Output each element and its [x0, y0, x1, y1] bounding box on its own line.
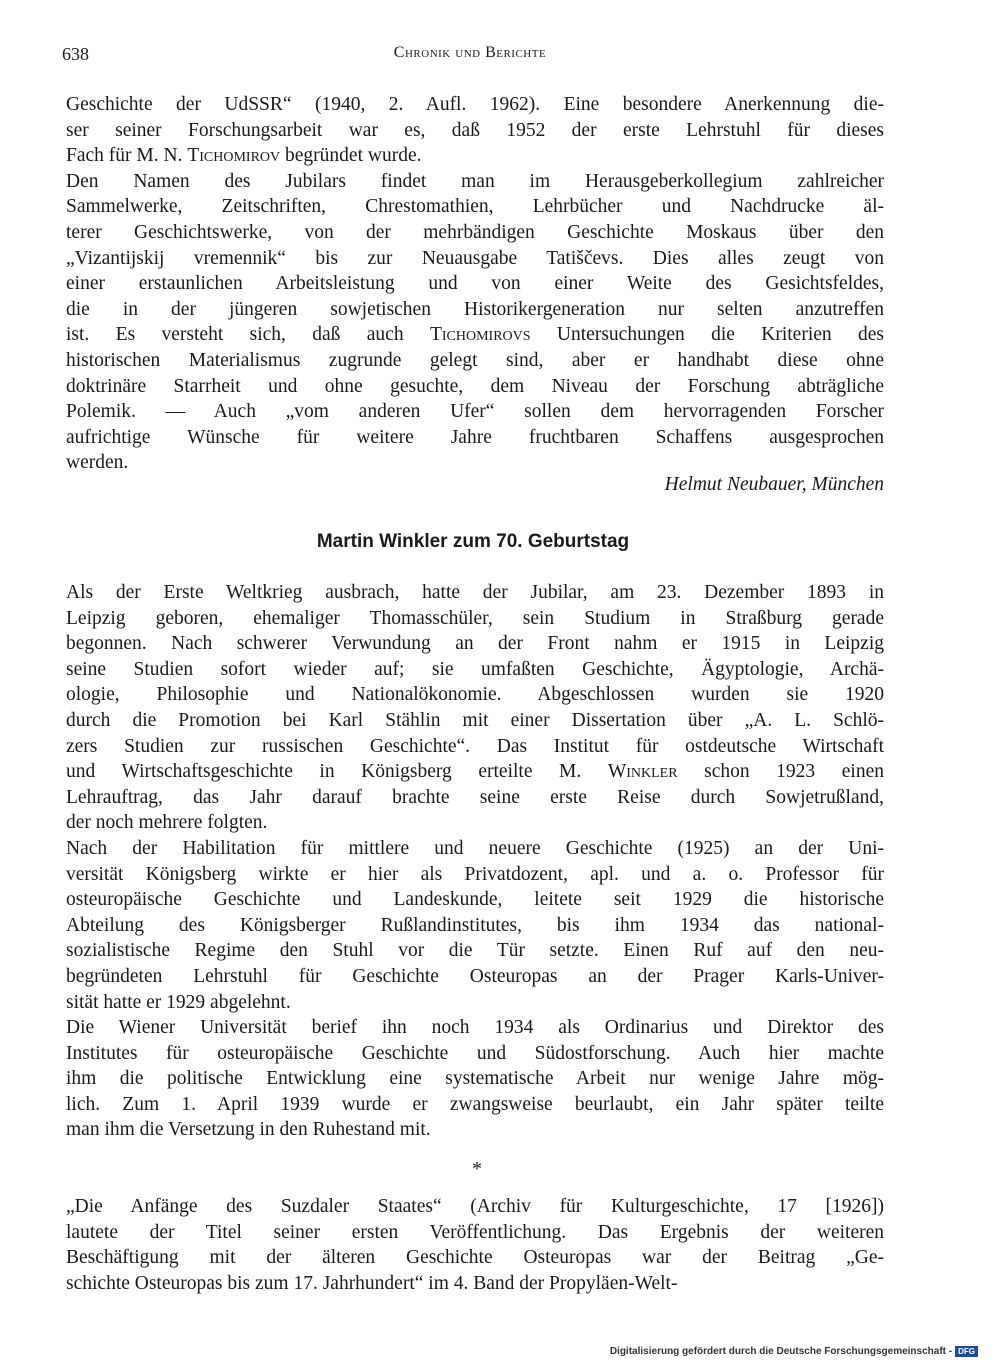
text-line: Die Wiener Universität berief ihn noch 1934 als Ordinarius und Direktor des: [66, 1017, 884, 1039]
paragraph: [66, 92, 884, 169]
page-number: 638: [62, 44, 89, 64]
text-line: begründeten Lehrstuhl für Geschichte Osteuropas an der Prager Karls-Univer-: [66, 965, 884, 987]
text-line: Sammelwerke, Zeitschriften, Chrestomathien, Lehrbücher und Nachdrucke äl-: [66, 196, 884, 218]
text-line: Fach für M. N. Tichomirov begründet wurde.: [66, 145, 422, 167]
running-head: Chronik und Berichte: [393, 44, 547, 61]
text-line: sität hatte er 1929 abgelehnt.: [66, 991, 291, 1013]
text-line: ihm die politische Entwicklung eine systematische Arbeit nur wenige Jahre mög-: [66, 1068, 884, 1090]
author-signature: Helmut Neubauer, München: [664, 474, 884, 495]
text-line: Lehrauftrag, das Jahr darauf brachte seine erste Reise durch Sowjetrußland,: [66, 786, 884, 808]
text-line: terer Geschichtswerke, von der mehrbändigen Geschichte Moskaus über den: [66, 221, 884, 243]
tichomirov-article-text: [66, 92, 884, 476]
text-line: werden.: [66, 452, 129, 474]
text-line: durch die Promotion bei Karl Stählin mit einer Dissertation über „A. L. Schlö-: [66, 709, 884, 731]
text-line: Nach der Habilitation für mittlere und neuere Geschichte (1925) an der Uni-: [66, 837, 884, 859]
text-line: Den Namen des Jubilars findet man im Herausgeberkollegium zahlreicher: [66, 170, 884, 192]
section-separator-asterisk: *: [472, 1158, 482, 1180]
text-line: ologie, Philosophie und Nationalökonomie. Abgeschlossen wurden sie 1920: [66, 684, 884, 706]
text-line: Abteilung des Königsberger Rußlandinstitutes, bis ihm 1934 das national-: [66, 914, 884, 936]
text-line: einer erstaunlichen Arbeitsleistung und von einer Weite des Gesichtsfeldes,: [66, 273, 884, 295]
text-line: „Die Anfänge des Suzdaler Staates“ (Archiv für Kulturgeschichte, 17 [1926]): [66, 1196, 884, 1217]
text-line: zers Studien zur russischen Geschichte“. Das Institut für ostdeutsche Wirtschaft: [66, 735, 884, 757]
text-line: Institutes für osteuropäische Geschichte und Südostforschung. Auch hier machte: [66, 1042, 884, 1064]
text-line: die in der jüngeren sowjetischen Historikergeneration nur selten anzutreffen: [66, 298, 884, 320]
text-line: historischen Materialismus zugrunde gelegt sind, aber er handhabt diese ohne: [66, 349, 884, 371]
text-line: seine Studien sofort wieder auf; sie umfaßten Geschichte, Ägyptologie, Archä-: [66, 658, 884, 680]
text-line: begonnen. Nach schwerer Verwundung an der Front nahm er 1915 in Leipzig: [66, 633, 884, 655]
text-line: doktrinäre Starrheit und ohne gesuchte, dem Niveau der Forschung abträgliche: [66, 375, 884, 397]
winkler-article-text: [66, 580, 884, 1143]
text-line: Beschäftigung mit der älteren Geschichte Osteuropas war der Beitrag „Ge-: [66, 1247, 884, 1269]
text-line: Als der Erste Weltkrieg ausbrach, hatte der Jubilar, am 23. Dezember 1893 in: [66, 582, 884, 603]
text-line: man ihm die Versetzung in den Ruhestand mit.: [66, 1119, 431, 1141]
text-line: lautete der Titel seiner ersten Veröffentlichung. Das Ergebnis der weiteren: [66, 1221, 884, 1243]
dfg-logo: DFG: [955, 1346, 978, 1357]
text-line: Polemik. — Auch „vom anderen Ufer“ sollen dem hervorragenden Forscher: [66, 401, 884, 423]
text-line: versität Königsberg wirkte er hier als Privatdozent, apl. und a. o. Professor für: [66, 863, 884, 885]
winkler-continuation-text: [66, 1194, 884, 1296]
text-line: ist. Es versteht sich, daß auch Tichomirovs Untersuchungen die Kriterien des: [66, 324, 885, 346]
digitization-credit: [610, 1346, 978, 1357]
paragraph: [66, 1194, 884, 1296]
text-line: Leipzig geboren, ehemaliger Thomasschüler, sein Studium in Straßburg gerade: [66, 607, 884, 629]
paragraph: [66, 169, 884, 476]
text-line: schichte Osteuropas bis zum 17. Jahrhundert“ im 4. Band der Propyläen-Welt-: [66, 1272, 678, 1294]
text-line: sozialistische Regime den Stuhl vor die Tür setzte. Einen Ruf auf den neu-: [66, 940, 884, 962]
text-line: lich. Zum 1. April 1939 wurde er zwangsweise beurlaubt, ein Jahr später teilte: [66, 1093, 884, 1115]
digitization-credit-text: Digitalisierung gefördert durch die Deutsche Forschungsgemeinschaft -: [609, 1346, 953, 1357]
text-line: „Vizantijskij vremennik“ bis zur Neuausgabe Tatiščevs. Dies alles zeugt von: [66, 247, 884, 269]
paragraph: [66, 580, 884, 836]
text-line: Geschichte der UdSSR“ (1940, 2. Aufl. 1962). Eine besondere Anerkennung die-: [66, 94, 884, 115]
section-heading: Martin Winkler zum 70. Geburtstag: [316, 531, 630, 552]
paragraph: [66, 836, 884, 1015]
text-line: und Wirtschaftsgeschichte in Königsberg erteilte M. Winkler schon 1923 einen: [66, 761, 884, 783]
text-line: ser seiner Forschungsarbeit war es, daß 1952 der erste Lehrstuhl für dieses: [66, 119, 884, 141]
text-line: der noch mehrere folgten.: [66, 812, 268, 834]
text-line: aufrichtige Wünsche für weitere Jahre fruchtbaren Schaffens ausgesprochen: [66, 426, 884, 448]
paragraph: [66, 1015, 884, 1143]
text-line: osteuropäische Geschichte und Landeskunde, leitete seit 1929 die historische: [66, 889, 884, 911]
